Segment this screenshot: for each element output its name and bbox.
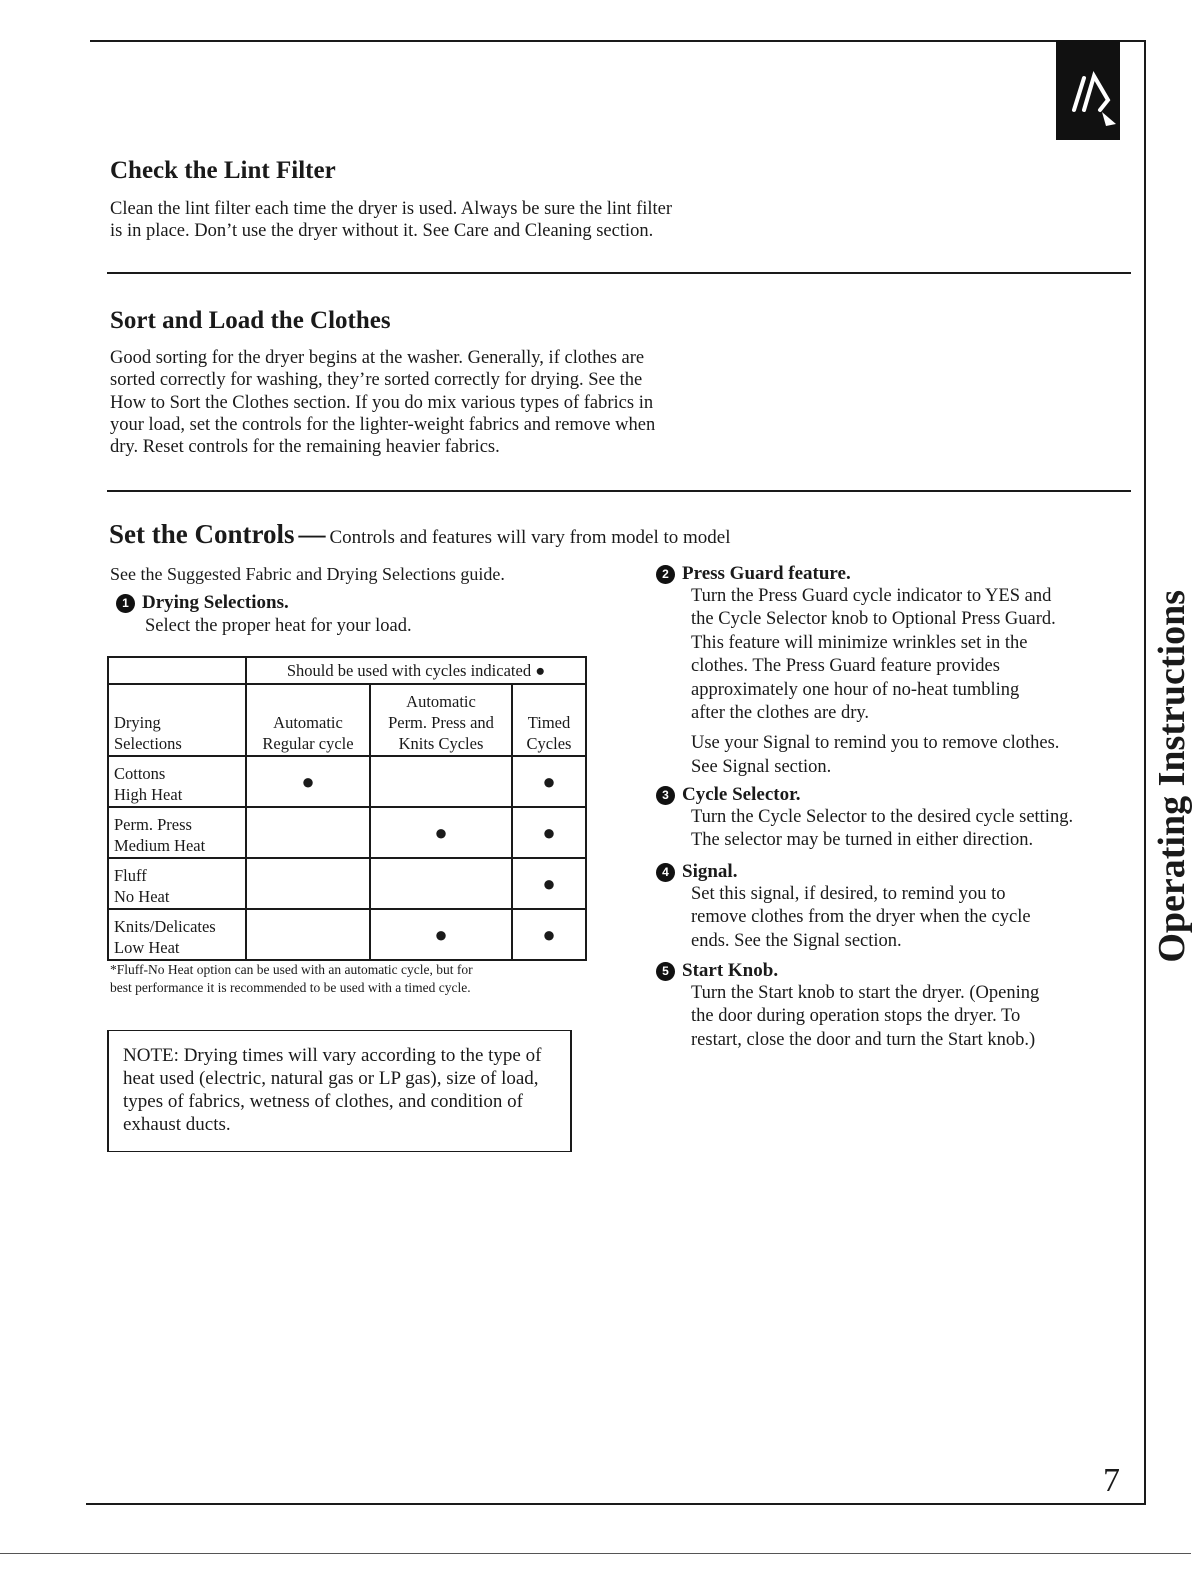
step-number-badge: 4 (656, 863, 675, 882)
set-controls-heading: Set the Controls — Controls and features will vary from model to model (109, 519, 731, 549)
sort-load-text: Good sorting for the dryer begins at the washer. Generally, if clothes are sorted correctly for washing, they’re sorted correctly for drying. See the How to Sort the Clothes section. If you do mix various types of fabrics in your load, set the controls for the lighter-weight fabrics and remove when dry. Reset controls for the remaining heavier fabrics. (110, 348, 656, 458)
step-title: Cycle Selector. (682, 784, 801, 805)
section-divider-2 (107, 490, 1131, 492)
section-side-tab: Operating Instructions (1151, 590, 1193, 963)
step-title: Signal. (682, 861, 738, 882)
column-header: Automatic Regular cycle (246, 684, 370, 756)
section-divider-1 (107, 272, 1131, 274)
cycle-marker: ● (512, 756, 586, 807)
scan-edge-line (0, 1553, 1191, 1554)
cycle-marker: ● (512, 807, 586, 858)
dryer-logo-icon (1056, 40, 1120, 140)
step-title: Start Knob. (682, 960, 779, 981)
column-header: Automatic Perm. Press and Knits Cycles (370, 684, 512, 756)
note-box (107, 1030, 572, 1152)
step-title: Drying Selections. (142, 592, 289, 613)
drying-selections-table (107, 656, 587, 961)
step-cycle-selector: 3 Cycle Selector. Turn the Cycle Selector to the desired cycle setting. The selector may be turned in either direction. (656, 784, 1073, 853)
table-row: Perm. Press Medium Heat ● ● (108, 807, 586, 858)
cycles-header: Should be used with cycles indicated ● (246, 657, 586, 684)
step-start-knob: 5 Start Knob. Turn the Start knob to start the dryer. (Opening the door during operation stops the dryer. To restart, close the door and turn the Start knob.) (656, 960, 1039, 1052)
guide-reference: See the Suggested Fabric and Drying Selections guide. (110, 564, 505, 584)
step-number-badge: 1 (116, 594, 135, 613)
right-margin-rule (1144, 40, 1146, 1505)
table-footnote: *Fluff-No Heat option can be used with an automatic cycle, but for best performance it is recommended to be used with a timed cycle. (110, 962, 473, 995)
step-number-badge: 3 (656, 786, 675, 805)
cycle-marker: ● (246, 756, 370, 807)
cycle-marker: ● (512, 909, 586, 960)
note-text: Drying times will vary according to the type of heat used (electric, natural gas or LP gas), size of load, types of fabrics, wetness of clothes, and condition of exhaust ducts. (123, 1045, 542, 1135)
table-corner-cell (108, 657, 246, 684)
step-press-guard: 2 Press Guard feature. Turn the Press Guard cycle indicator to YES and the Cycle Selector knob to Optional Press Guard. This feature will minimize wrinkles set in the clothes. The Press Guard feature provides approximately one hour of no-heat tumbling after the clothes are dry. Use your Signal to remind you to remove clothes. See Signal section. (656, 563, 1059, 779)
step-drying-selections: 1 Drying Selections. Select the proper heat for your load. (116, 592, 412, 638)
cycle-marker (246, 807, 370, 858)
note-label: NOTE: (123, 1045, 179, 1066)
top-rule (90, 40, 1145, 42)
cycle-marker: ● (370, 807, 512, 858)
page-number: 7 (1103, 1462, 1120, 1499)
sort-load-heading: Sort and Load the Clothes (110, 307, 391, 334)
step-number-badge: 2 (656, 565, 675, 584)
table-row: Fluff No Heat ● (108, 858, 586, 909)
cycle-marker: ● (512, 858, 586, 909)
cycle-marker (370, 756, 512, 807)
lint-filter-text: Clean the lint filter each time the dryer is used. Always be sure the lint filter is in place. Don’t use the dryer without it. See Care and Cleaning section. (110, 199, 673, 242)
column-header: Timed Cycles (512, 684, 586, 756)
row-header-cell: Drying Selections (108, 684, 246, 756)
step-number-badge: 5 (656, 962, 675, 981)
lint-filter-heading: Check the Lint Filter (110, 157, 336, 184)
step-signal: 4 Signal. Set this signal, if desired, to remind you to remove clothes from the dryer when the cycle ends. See the Signal section. (656, 861, 1031, 953)
table-row: Cottons High Heat ● ● (108, 756, 586, 807)
step-title: Press Guard feature. (682, 563, 851, 584)
cycle-marker (246, 858, 370, 909)
cycle-marker (246, 909, 370, 960)
cycle-marker: ● (370, 909, 512, 960)
bottom-rule (86, 1503, 1146, 1505)
cycle-marker (370, 858, 512, 909)
table-row: Knits/Delicates Low Heat ● ● (108, 909, 586, 960)
